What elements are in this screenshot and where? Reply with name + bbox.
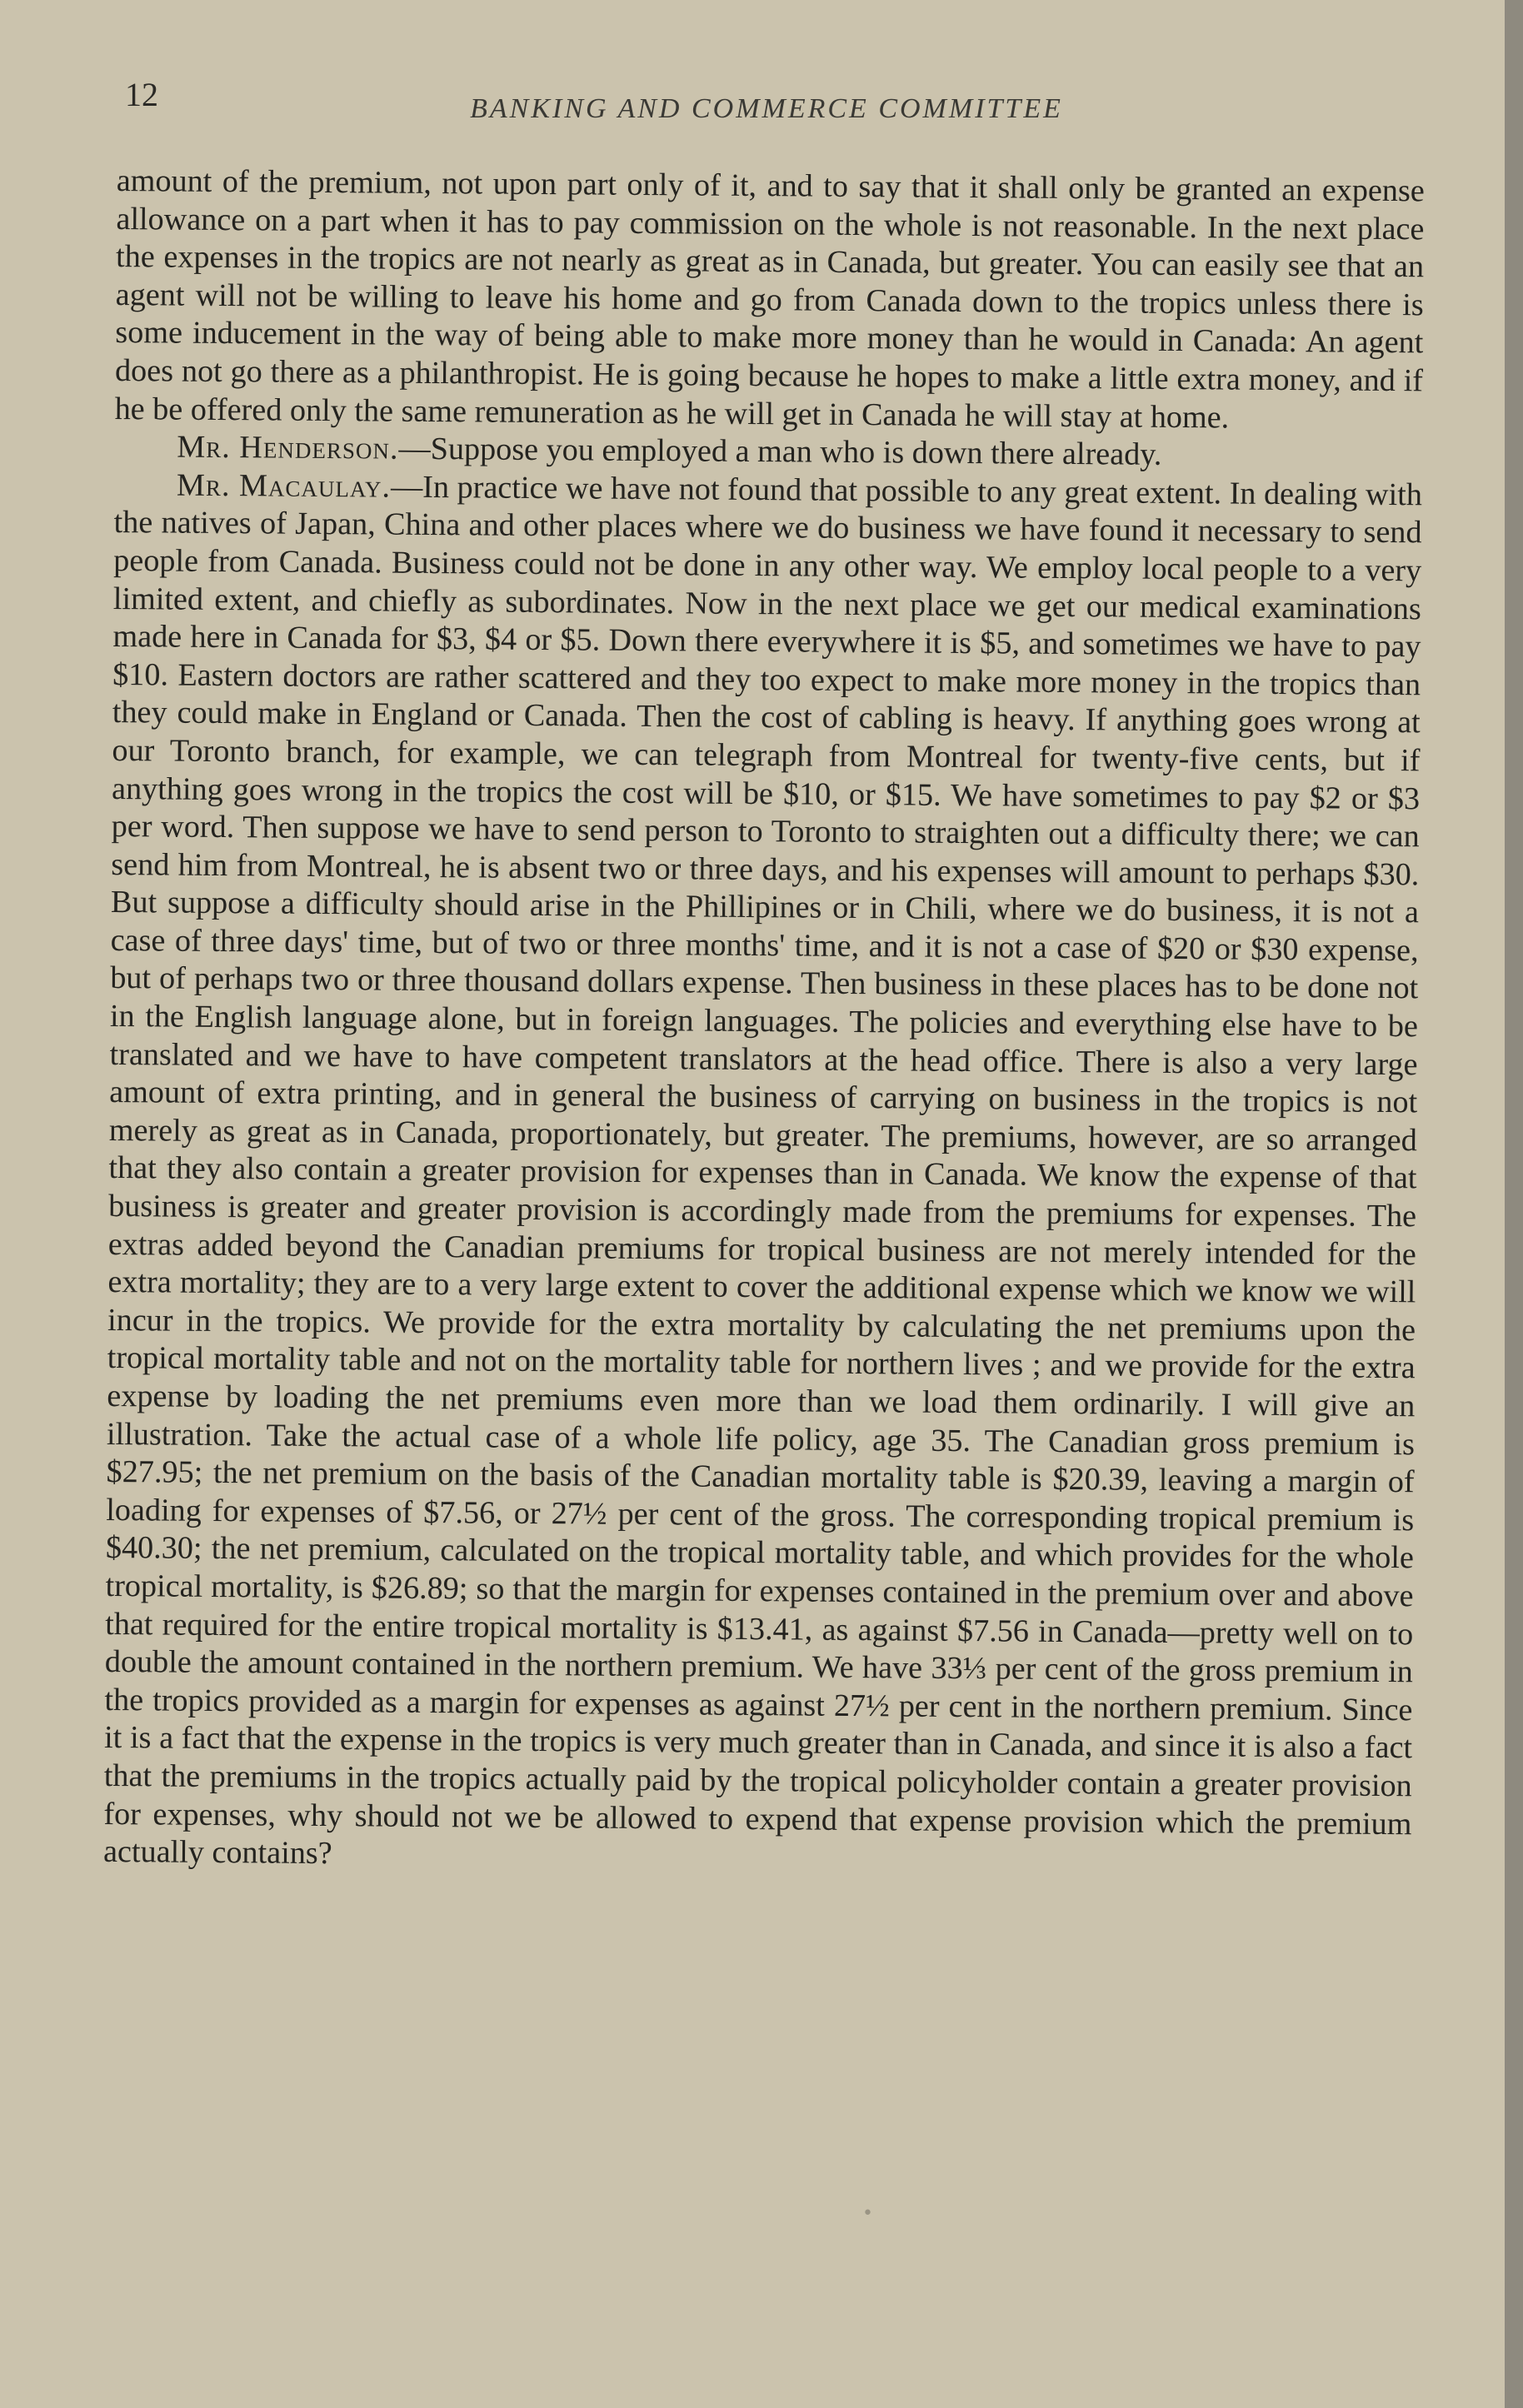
running-title: BANKING AND COMMERCE COMMITTEE [470, 93, 1063, 124]
page-edge [1505, 0, 1523, 2408]
page-number: 12 [125, 76, 158, 113]
paragraph-text: —In practice we have not found that possible to any great extent. In dealing with the natives of Japan, China and other places where we do business we have found it necessary to send people from Canada. Business could not be done in any other way. We employ local people to a very limited extent, and chiefly as subordinates. Now in the next place we get our medical examinations made here in Canada for $3, $4 or $5. Down there everywhere it is $5, and sometimes we have to pay $10. Eastern doctors are rather scattered and they too expect to make more money in the tropics than they could make in England or Canada. Then the cost of cabling is heavy. If anything goes wrong at our Toronto branch, for example, we can telegraph from Montreal for twenty-five cents, but if anything goes wrong in the tropics the cost will be $10, or $15. We have sometimes to pay $2 or $3 per word. Then suppose we have to send person to Toronto to straighten out a difficulty there; we can send him from Montreal, he is absent two or three days, and his expenses will amount to perhaps $30. But suppose a difficulty should arise in the Phillipines or in Chili, where we do business, it is not a case of three days' time, but of two or three months' time, and it is not a case of $20 or $30 expense, but of perhaps two or three thousand dollars expense. Then business in these places has to be done not in the English language alone, but in foreign languages. The policies and everything else have to be translated and we have to have competent translators at the head office. There is also a very large amount of extra printing, and in general the business of carrying on business in the tropics is not merely as great as in Canada, proportionately, but greater. The premiums, however, are so arranged that they also contain a greater provision for expenses than in Canada. We know the expense of that business is greater and greater provision is accordingly made from the premiums for expenses. The extras added beyond the Canadian premiums for tropical business are not merely intended for the extra mortality; they are to a very large extent to cover the additional expense which we know we will incur in the tropics. We provide for the extra mortality by calculating the net premiums upon the tropical mortality table and not on the mortality table for northern lives ; and we provide for the extra expense by loading the net premiums even more than we load them ordinarily. I will give an illustration. Take the actual case of a whole life policy, age 35. The Canadian gross premium is $27.95; the net premium on the basis of the Canadian mortality table is $20.39, leaving a margin of loading for expenses of $7.56, or 27½ per cent of the gross. The corresponding tropical premium is $40.30; the net premium, calculated on the tropical mortality table, and which provides for the whole tropical mortality, is $26.89; so that the margin for expenses contained in the premium over and above that required for the entire tropical mortality is $13.41, as against $7.56 in Canada—pretty well on to double the amount contained in the northern premium. We have 33⅓ per cent of the gross premium in the tropics provided as a margin for expenses as against 27½ per cent in the northern premium. Since it is a fact that the expense in the tropics is very much greater than in Canada, and since it is also a fact that the premiums in the tropics actually paid by the tropical policyholder contain a greater provision for expenses, why should not we be allowed to expend that expense provision which the premium actually contains? [102, 469, 1423, 1872]
paragraph-text: amount of the premium, not upon part only of it, and to say that it shall only be granted an expense allowance on a part when it has to pay commission on the whole is not reasonable. In the next place the expenses in the tropics are not nearly as great as in Canada, but greater. You can easily see that an agent will not be willing to leave his home and go from Canada down to the tropics unless there is some inducement in the way of being able to make more money than he would in Canada: An agent does not go there as a philanthropist. He is going because he hopes to make a little extra money, and if he be offered only the same remuneration as he will get in Canada he will stay at home. [114, 162, 1425, 436]
paragraph-macaulay [103, 466, 1422, 1882]
page-header [117, 75, 1416, 133]
paragraph-continuation [114, 162, 1424, 438]
body-text [103, 162, 1425, 1882]
speaker-name: Mr. Henderson. [177, 429, 399, 466]
ink-speck: • [862, 2203, 873, 2224]
speaker-name: Mr. Macaulay. [176, 467, 392, 505]
paragraph-text: —Suppose you employed a man who is down there already. [398, 431, 1162, 473]
